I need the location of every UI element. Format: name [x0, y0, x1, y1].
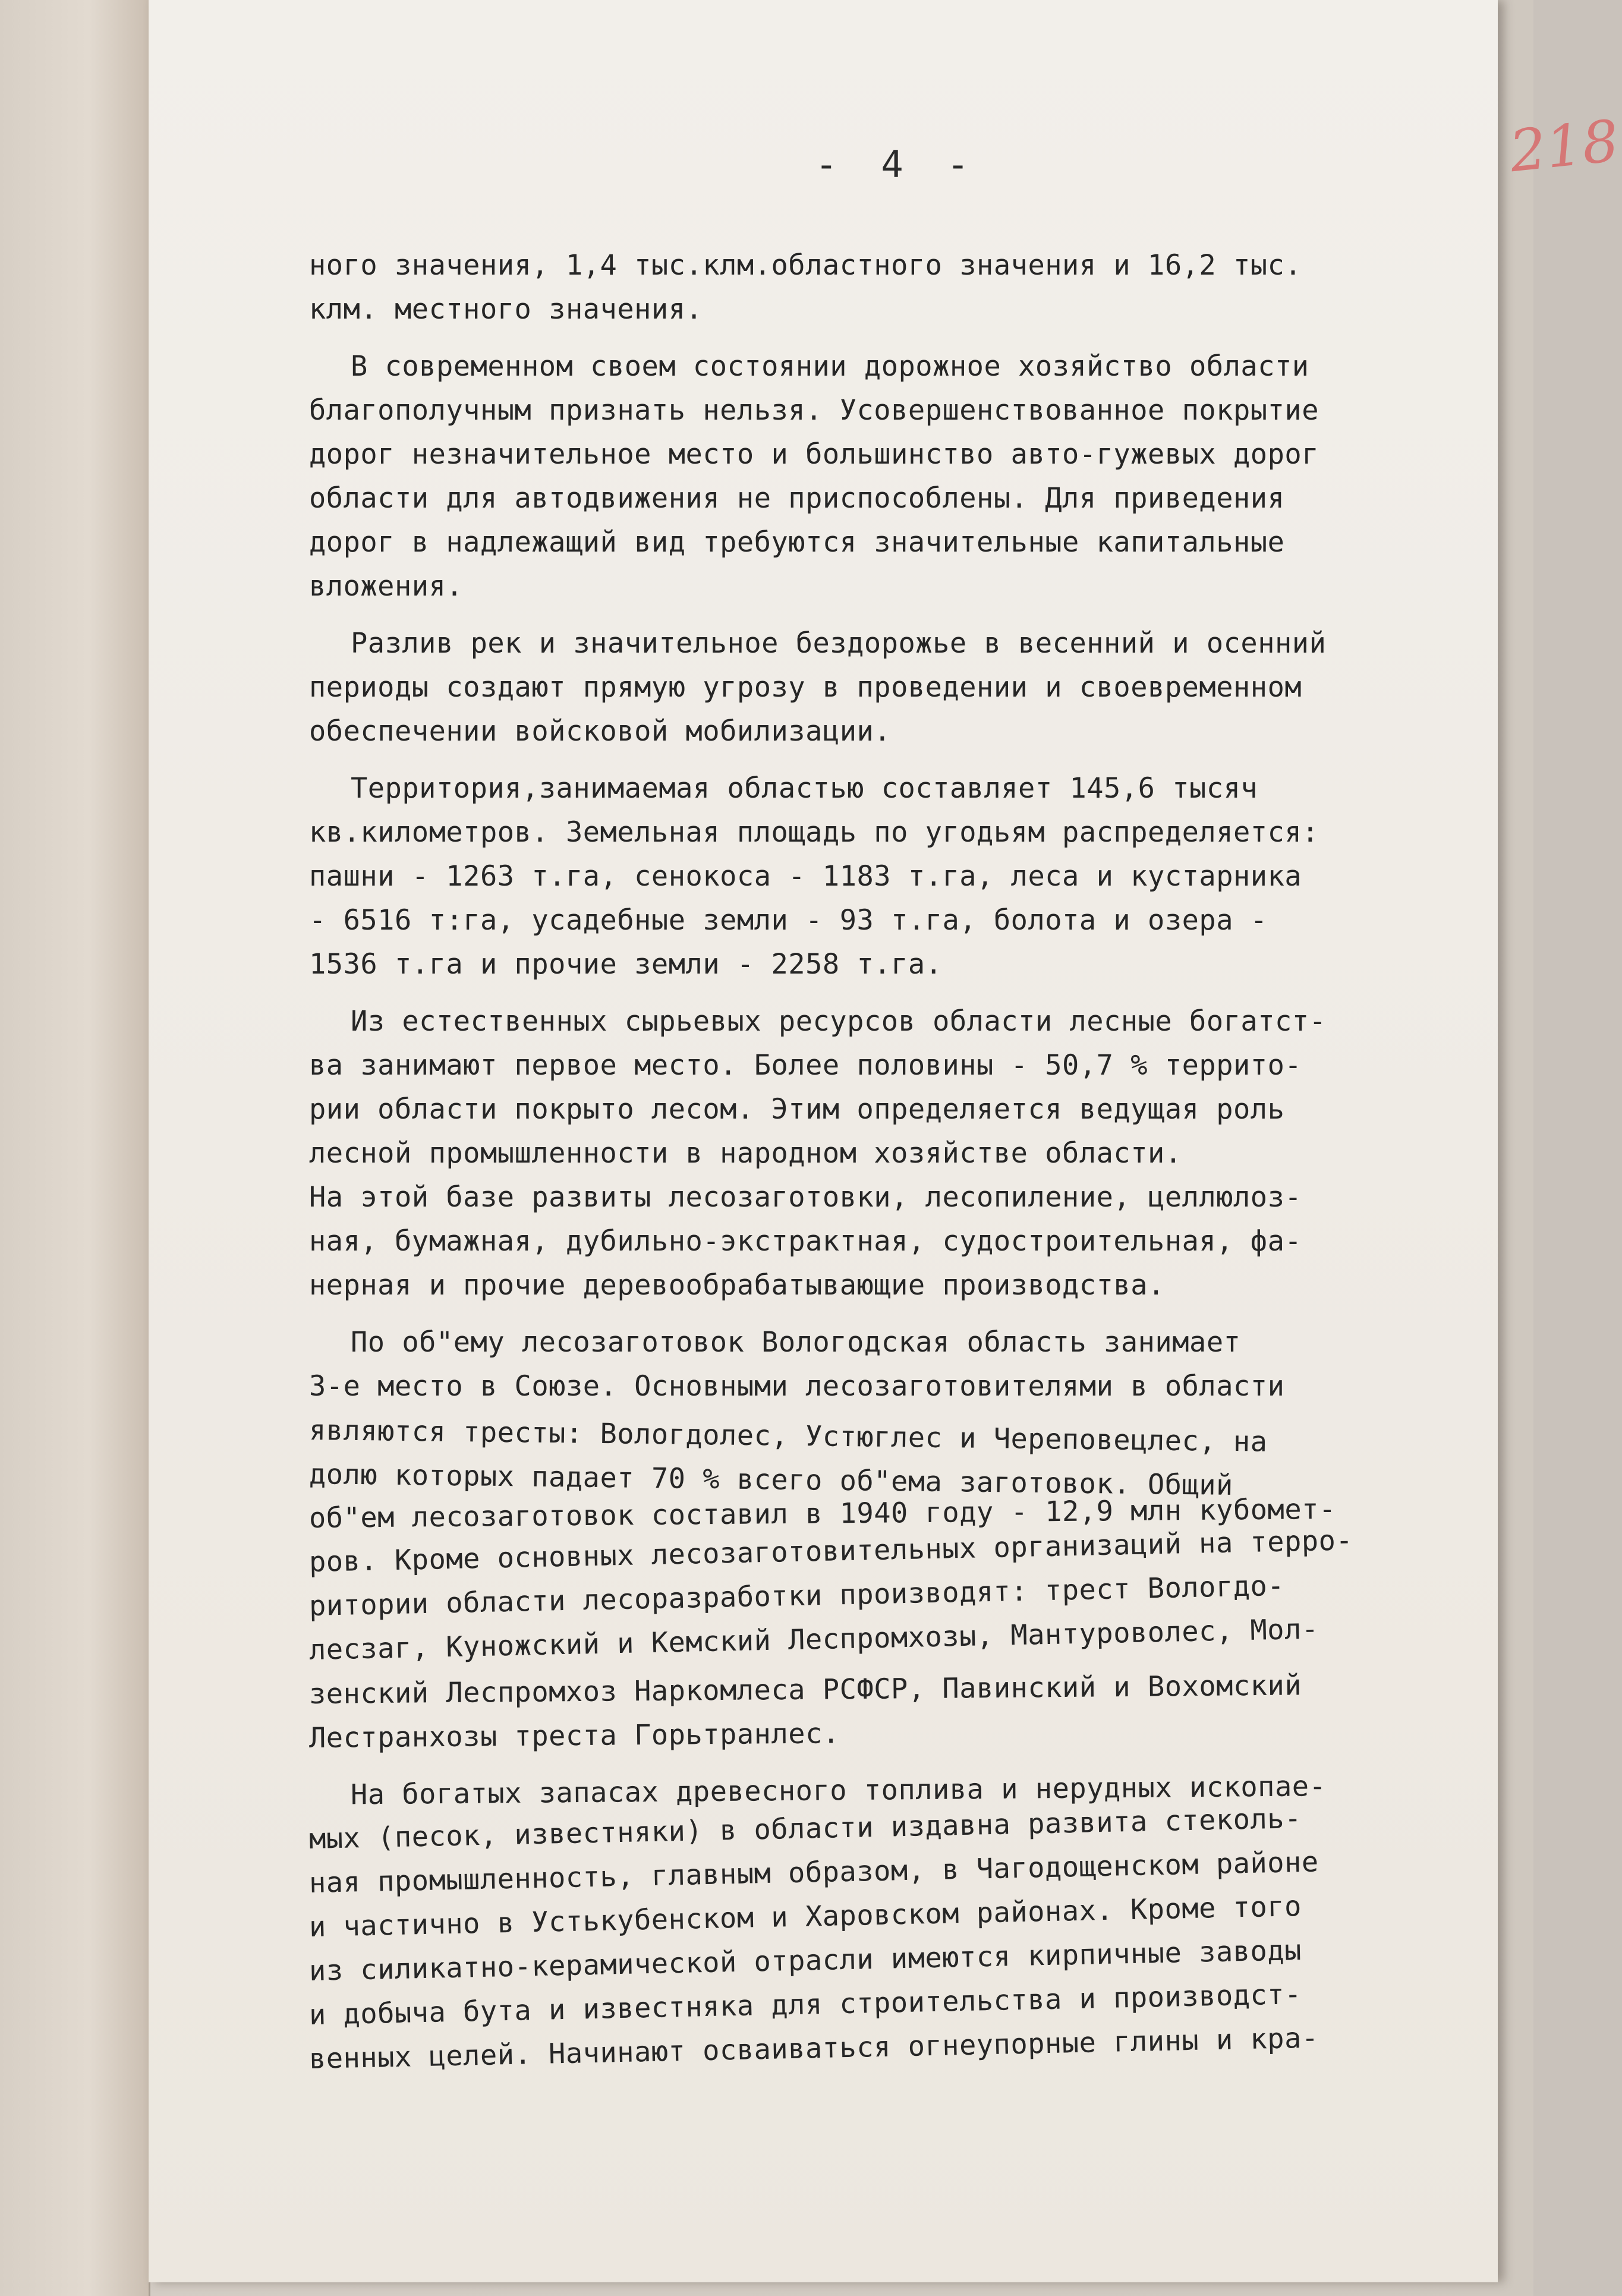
text-line: Разлив рек и значительное бездорожье в весенний и осенний	[351, 627, 1327, 660]
text-line: - 6516 т:га, усадебные земли - 93 т.га, болота и озера -	[309, 904, 1268, 937]
text-line: ная промышленность, главным образом, в Чагодощенском районе	[308, 1845, 1319, 1900]
text-line: лесзаг, Куножский и Кемский Леспромхозы, Мантуроволес, Мол-	[308, 1612, 1319, 1667]
text-line: кв.километров. Земельная площадь по угодьям распределяется:	[309, 816, 1319, 849]
text-line: Территория,занимаемая областью составляет 145,6 тысяч	[351, 772, 1258, 805]
paragraph-roads-length	[309, 244, 1498, 332]
text-line: На богатых запасах древесного топлива и нерудных ископае-	[350, 1770, 1327, 1812]
text-line: мых (песок, известняки) в области издавна развита стеколь-	[308, 1802, 1302, 1856]
paragraph-glass-industry	[308, 1770, 1498, 2081]
text-line: лесной промышленности в народном хозяйстве области.	[309, 1137, 1182, 1170]
archive-folio-mark: 218	[1506, 107, 1622, 185]
text-line: долю которых падает 70 % всего об"ема заготовок. Общий	[308, 1458, 1234, 1502]
paragraph-logging-volume	[309, 1321, 1498, 1760]
paragraph-territory	[309, 767, 1498, 987]
text-line: На этой базе развиты лесозаготовки, лесопиление, целлюлоз-	[309, 1181, 1302, 1214]
text-line: В современном своем состоянии дорожное хозяйство области	[351, 350, 1309, 383]
text-line: из силикатно-керамической отрасли имеются кирпичные заводы	[308, 1934, 1302, 1988]
text-line: ного значения, 1,4 тыс.клм.областного значения и 16,2 тыс.	[309, 249, 1302, 282]
text-line: 1536 т.га и прочие земли - 2258 т.га.	[309, 948, 943, 981]
text-line: вложения.	[309, 570, 464, 603]
text-line: Лестранхозы треста Горьтранлес.	[308, 1717, 840, 1755]
paragraph-flooding	[309, 622, 1498, 754]
text-line: ров. Кроме основных лесозаготовительных организаций на терро-	[308, 1524, 1353, 1579]
text-line: являются тресты: Вологдолес, Устюглес и Череповецлес, на	[308, 1414, 1268, 1459]
text-line: венных целей. Начинают осваиваться огнеупорные глины и кра-	[308, 2021, 1319, 2075]
text-line: нерная и прочие деревообрабатывающие производства.	[309, 1269, 1165, 1302]
text-line: ва занимают первое место. Более половины - 50,7 % террито-	[309, 1049, 1302, 1082]
text-line: По об"ему лесозаготовок Вологодская область занимает	[351, 1326, 1241, 1359]
text-line: клм. местного значения.	[309, 293, 703, 326]
text-line: ритории области лесоразработки производят: трест Вологдо-	[308, 1569, 1285, 1623]
text-line: 3-е место в Союзе. Основными лесозаготовителями в области	[309, 1370, 1285, 1403]
text-line: области для автодвижения не приспособлены. Для приведения	[309, 482, 1285, 515]
text-line: об"ем лесозаготовок составил в 1940 году - 12,9 млн кубомет-	[308, 1492, 1336, 1535]
text-line: благополучным признать нельзя. Усовершенствованное покрытие	[309, 394, 1319, 427]
text-line: ная, бумажная, дубильно-экстрактная, судостроительная, фа-	[309, 1225, 1302, 1258]
page-number: - 4 -	[815, 143, 980, 186]
text-line: рии области покрыто лесом. Этим определяется ведущая роль	[309, 1093, 1285, 1126]
paragraph-forest-resources	[309, 1000, 1498, 1308]
text-line: периоды создают прямую угрозу в проведении и своевременном	[309, 671, 1302, 704]
text-line: дорог незначительное место и большинство авто-гужевых дорог	[309, 438, 1319, 471]
text-line: обеспечении войсковой мобилизации.	[309, 715, 892, 748]
text-line: и частично в Устькубенском и Харовском районах. Кроме того	[308, 1890, 1302, 1944]
text-line: зенский Леспромхоз Наркомлеса РСФСР, Павинский и Вохомский	[308, 1669, 1302, 1711]
text-line: и добыча бута и известняка для строительства и производст-	[308, 1978, 1302, 2032]
text-line: Из естественных сырьевых ресурсов области лесные богатст-	[351, 1005, 1327, 1038]
text-line: дорог в надлежащий вид требуются значительные капитальные	[309, 526, 1285, 559]
facing-page-edge	[0, 0, 150, 2296]
document-body	[309, 244, 1498, 2095]
paragraph-road-condition	[309, 345, 1498, 609]
text-line: пашни - 1263 т.га, сенокоса - 1183 т.га, леса и кустарника	[309, 860, 1302, 893]
